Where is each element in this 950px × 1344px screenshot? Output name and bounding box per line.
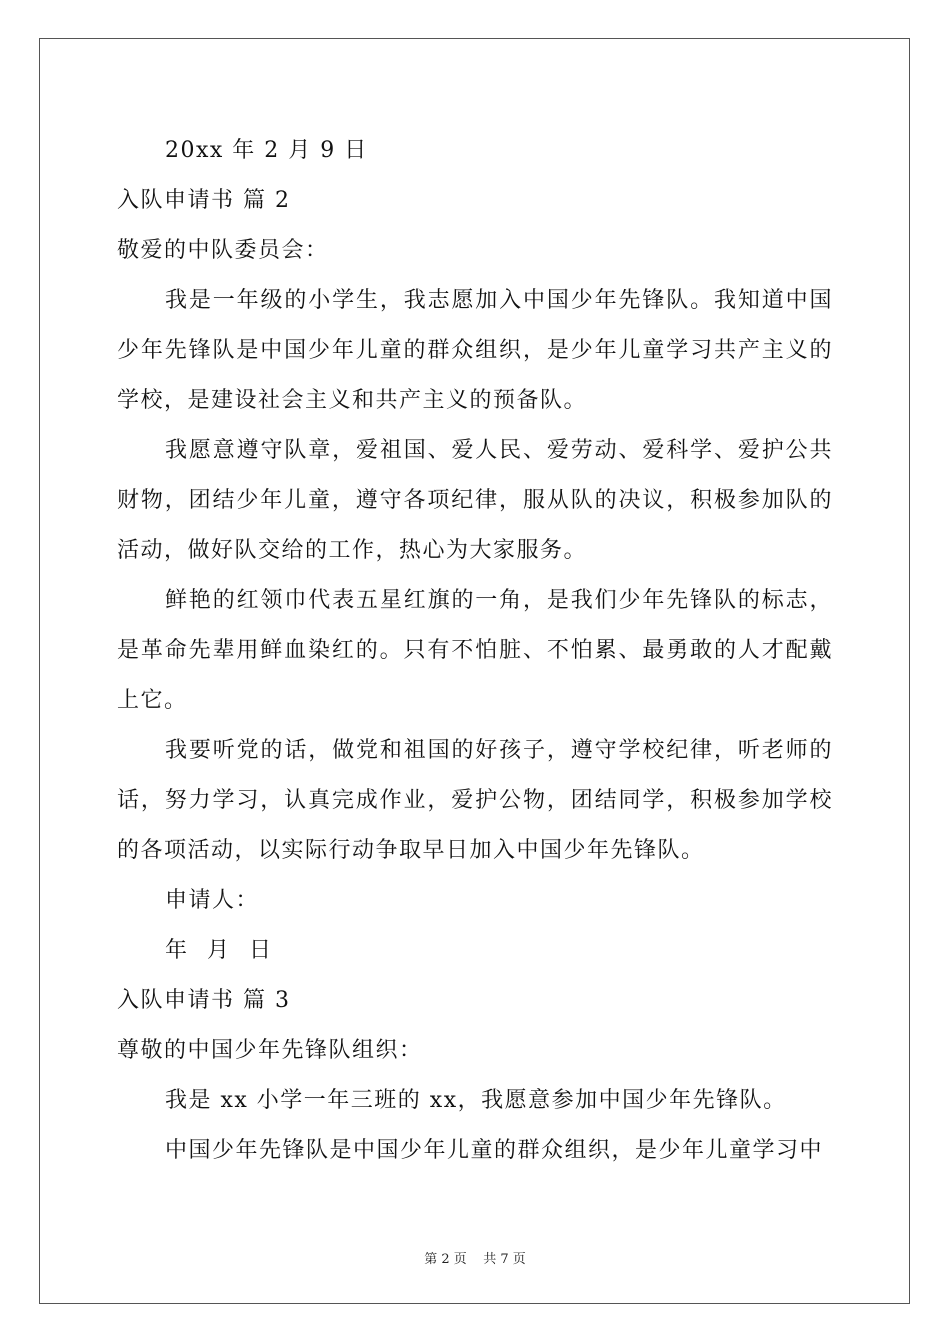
date-placeholder: 年 月 日: [165, 938, 273, 963]
paragraph: 鲜艳的红领巾代表五星红旗的一角，是我们少年先锋队的标志，是革命先辈用鲜血染红的。只有不怕脏、不怕累、最勇敢的人才配戴上它。: [117, 588, 833, 713]
paragraph: 我要听党的话，做党和祖国的好孩子，遵守学校纪律，听老师的话，努力学习，认真完成作业，爱护公物，团结同学，积极参加学校的各项活动，以实际行动争取早日加入中国少年先锋队。: [117, 738, 833, 863]
document-body: [117, 126, 833, 1176]
section-heading-3: 入队申请书 篇 3: [117, 988, 291, 1013]
paragraph: 我是 xx 小学一年三班的 xx，我愿意参加中国少年先锋队。: [165, 1088, 787, 1113]
page-number: 第 2 页 共 7 页: [424, 1252, 526, 1267]
date-line: 20xx 年 2 月 9 日: [165, 138, 368, 163]
page-footer: [0, 1248, 950, 1267]
section-heading-2: 入队申请书 篇 2: [117, 188, 291, 213]
paragraph: 我愿意遵守队章，爱祖国、爱人民、爱劳动、爱科学、爱护公共财物，团结少年儿童，遵守各项纪律，服从队的决议，积极参加队的活动，做好队交给的工作，热心为大家服务。: [117, 438, 833, 563]
salutation-2: 敬爱的中队委员会：: [117, 238, 329, 263]
salutation-3: 尊敬的中国少年先锋队组织：: [117, 1038, 423, 1063]
paragraph: 中国少年先锋队是中国少年儿童的群众组织，是少年儿童学习中: [165, 1138, 824, 1163]
applicant-label: 申请人：: [165, 888, 260, 913]
paragraph: 我是一年级的小学生，我志愿加入中国少年先锋队。我知道中国少年先锋队是中国少年儿童的群众组织，是少年儿童学习共产主义的学校，是建设社会主义和共产主义的预备队。: [117, 288, 833, 413]
